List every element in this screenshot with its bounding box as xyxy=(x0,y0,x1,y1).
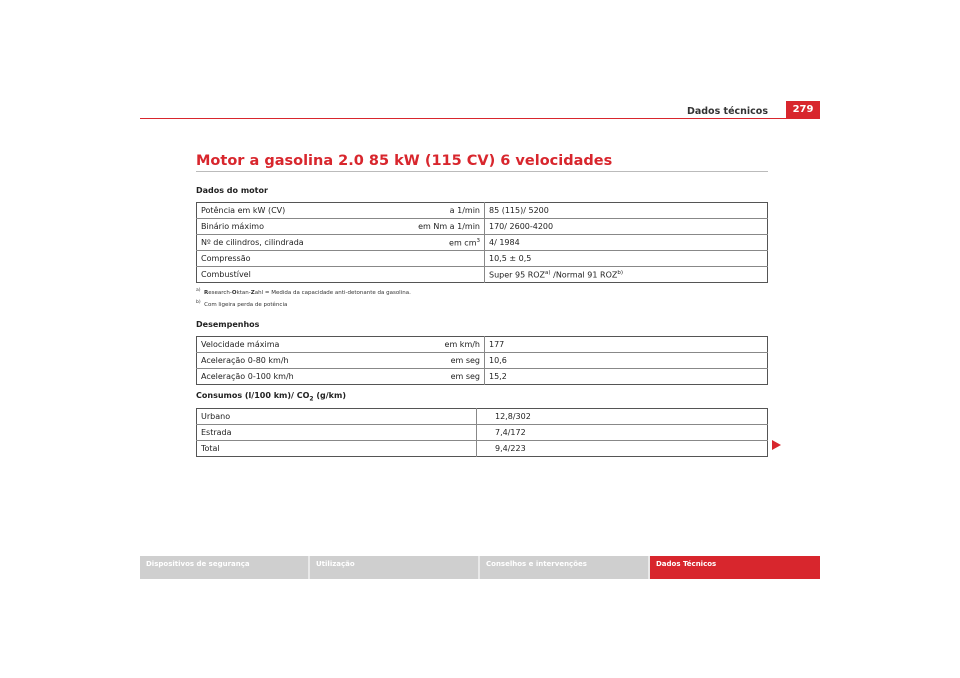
table-row xyxy=(197,353,768,369)
engine-label: Nº de cilindros, cilindrada xyxy=(197,235,377,251)
chapter-rule xyxy=(196,171,768,172)
table-row xyxy=(197,251,768,267)
consumption-label: Total xyxy=(197,441,477,457)
page-number: 279 xyxy=(786,101,820,119)
engine-value: 85 (115)/ 5200 xyxy=(485,203,768,219)
table-row xyxy=(197,409,768,425)
performance-unit: em seg xyxy=(377,369,485,385)
consumption-label: Urbano xyxy=(197,409,477,425)
footer-tab-dados-tecnicos[interactable]: Dados Técnicos xyxy=(650,556,820,579)
engine-value: 10,5 ± 0,5 xyxy=(485,251,768,267)
footer-tab-seguranca[interactable]: Dispositivos de segurança xyxy=(140,556,308,579)
engine-label: Combustível xyxy=(201,270,251,279)
consumption-value: 7,4/172 xyxy=(477,425,768,441)
arrow-right-icon[interactable] xyxy=(772,440,781,450)
performance-unit: em seg xyxy=(377,353,485,369)
performance-unit: em km/h xyxy=(377,337,485,353)
header-rule xyxy=(140,118,820,119)
table-row xyxy=(197,267,768,283)
table-row xyxy=(197,425,768,441)
table-row xyxy=(197,441,768,457)
engine-heading: Dados do motor xyxy=(196,186,268,195)
chapter-title: Motor a gasolina 2.0 85 kW (115 CV) 6 velocidades xyxy=(196,153,613,169)
footnote-a: $^{a)}$ Research-Oktan-Zahl = Medida da capacidade anti-detonante da gasolina. xyxy=(196,288,411,296)
table-row xyxy=(197,219,768,235)
engine-value: 4/ 1984 xyxy=(485,235,768,251)
consumption-label: Estrada xyxy=(197,425,477,441)
engine-table xyxy=(196,202,768,283)
performance-label: Aceleração 0-80 km/h xyxy=(197,353,377,369)
consumption-heading: Consumos (l/100 km)/ $CO_2$ (g/km) xyxy=(196,391,346,403)
engine-unit xyxy=(377,267,485,283)
footer-tab-conselhos[interactable]: Conselhos e intervenções xyxy=(480,556,648,579)
engine-value: 170/ 2600-4200 xyxy=(485,219,768,235)
footer-nav xyxy=(140,556,820,579)
performance-heading: Desempenhos xyxy=(196,320,260,329)
consumption-value: 9,4/223 xyxy=(495,444,526,453)
performance-table xyxy=(196,336,768,385)
performance-value: 177 xyxy=(485,337,768,353)
engine-label: Potência em kW (CV) xyxy=(197,203,377,219)
engine-unit xyxy=(377,251,485,267)
performance-label: Velocidade máxima xyxy=(197,337,377,353)
footnote-b: $^{b)}$ Com ligeira perda de potência xyxy=(196,299,288,308)
header-section-title: Dados técnicos xyxy=(686,106,768,117)
engine-unit: em Nm a 1/min xyxy=(377,219,485,235)
table-row xyxy=(197,337,768,353)
footer-tab-utilizacao[interactable]: Utilização xyxy=(310,556,478,579)
engine-label: Binário máximo xyxy=(197,219,377,235)
performance-label: Aceleração 0-100 km/h xyxy=(201,372,294,381)
footnotes xyxy=(196,286,411,310)
performance-value: 15,2 xyxy=(489,372,507,381)
table-row xyxy=(197,369,768,385)
engine-label: Compressão xyxy=(197,251,377,267)
consumption-table xyxy=(196,408,768,457)
engine-value: Super 95 ROZ$^{a)}$ /Normal 91 ROZ$^{b)}$ xyxy=(489,269,624,280)
table-row xyxy=(197,235,768,251)
consumption-value: 12,8/302 xyxy=(477,409,768,425)
table-row xyxy=(197,203,768,219)
engine-unit: a 1/min xyxy=(377,203,485,219)
engine-unit: em $cm^3$ xyxy=(377,235,485,251)
performance-value: 10,6 xyxy=(485,353,768,369)
